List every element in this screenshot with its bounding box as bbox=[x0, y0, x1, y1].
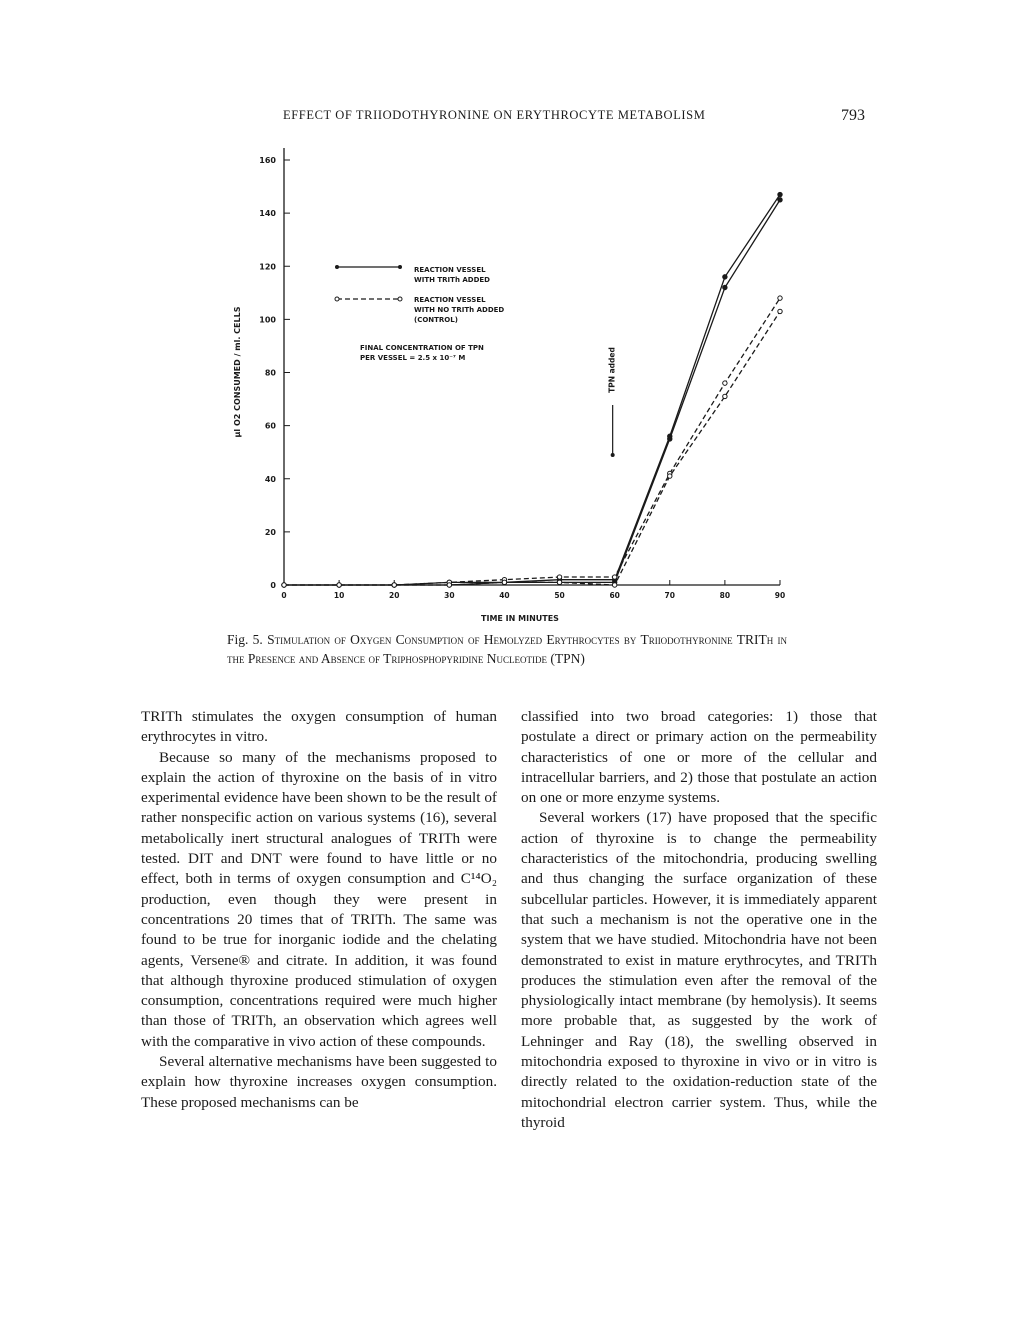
data-point bbox=[778, 198, 782, 202]
x-tick-label: 60 bbox=[609, 591, 620, 600]
chart-ticks bbox=[259, 156, 785, 600]
data-point bbox=[447, 583, 451, 587]
x-tick-label: 30 bbox=[444, 591, 455, 600]
legend-dashed-label: WITH NO TRITh ADDED bbox=[414, 306, 505, 314]
legend-dashed-marker bbox=[335, 297, 339, 301]
data-point bbox=[723, 275, 727, 279]
y-tick-label: 120 bbox=[259, 262, 276, 272]
y-tick-label: 100 bbox=[259, 315, 276, 325]
chart-series bbox=[282, 192, 782, 587]
legend-note: PER VESSEL = 2.5 x 10⁻⁷ M bbox=[360, 354, 466, 362]
body-right-column bbox=[521, 707, 877, 1133]
running-head: EFFECT OF TRIIODOTHYRONINE ON ERYTHROCYTE METABOLISM bbox=[283, 108, 706, 122]
page-number: 793 bbox=[841, 107, 865, 124]
data-point bbox=[778, 296, 782, 300]
x-tick-label: 20 bbox=[389, 591, 400, 600]
paragraph: TRITh stimulates the oxygen consumption of human erythrocytes in vitro. bbox=[141, 708, 497, 746]
x-tick-label: 80 bbox=[719, 591, 731, 600]
y-tick-label: 60 bbox=[264, 421, 276, 431]
paragraph: Several workers (17) have proposed that the specific action of thyroxine is to change the permeability characteristics of the mitochondria, producing swelling and thus changing the surface organization of these subcellular particles. However, it is immediately apparent that such a mechanism is not the operative one in the system that we have studied. Mitochondria have not been demonstrated to exist in mature erythrocytes, and TRITh produces the stimulation even after the removal of the physiologically intact membrane (by hemolysis). It seems more probable that, as suggested by the work of Lehninger and Ray (18), the swelling observed in mitochondria exposed to thyroxine in vivo or in vitro is directly related to the oxidation-reduction state of the mitochondrial electron carrier system. Thus, while the thyroid bbox=[521, 809, 877, 1131]
figure-caption bbox=[227, 631, 787, 668]
legend-solid-label: WITH TRITh ADDED bbox=[414, 276, 490, 284]
data-point bbox=[557, 575, 561, 579]
x-tick-label: 70 bbox=[664, 591, 675, 600]
series-line-4 bbox=[284, 311, 780, 585]
figure-caption-label: Fig. 5. bbox=[227, 632, 263, 647]
body-left-column bbox=[141, 707, 497, 1113]
legend-dashed-label: (CONTROL) bbox=[414, 316, 458, 324]
data-point bbox=[723, 381, 727, 385]
data-point bbox=[778, 309, 782, 313]
series-line-1 bbox=[284, 195, 780, 585]
data-point bbox=[778, 192, 782, 196]
x-tick-label: 40 bbox=[499, 591, 510, 600]
data-point bbox=[668, 474, 672, 478]
data-point bbox=[337, 583, 341, 587]
y-tick-label: 140 bbox=[259, 209, 276, 219]
y-axis-label: µl O2 CONSUMED / ml. CELLS bbox=[233, 306, 242, 438]
legend-solid-label: REACTION VESSEL bbox=[414, 266, 486, 274]
y-tick-label: 80 bbox=[264, 368, 276, 378]
y-tick-label: 0 bbox=[270, 581, 276, 590]
data-point bbox=[392, 583, 396, 587]
data-point bbox=[502, 580, 506, 584]
legend-dashed-label: REACTION VESSEL bbox=[414, 296, 486, 304]
data-point bbox=[723, 285, 727, 289]
x-tick-label: 10 bbox=[333, 591, 345, 600]
data-point bbox=[557, 580, 561, 584]
legend-note: FINAL CONCENTRATION OF TPN bbox=[360, 344, 484, 352]
x-tick-label: 90 bbox=[774, 591, 786, 600]
chart-axes bbox=[284, 148, 780, 585]
paragraph: Because so many of the mechanisms proposed to explain the action of thyroxine on the basis of in vitro experimental evidence have been shown to be the result of rather nonspecific action on various systems (16), several metabolically inert structural analogues of TRITh were tested. DIT and DNT were found to have little or no effect, both in terms of oxygen consumption and C¹⁴O₂ production, even though they were present in concentrations 20 times that of TRITh. The same was found to be true for inorganic iodide and the chelating agents, Versene® and citrate. In addition, it was found that although thyroxine produced stimulation of oxygen consumption, concentrations required were much higher than those of TRITh, an observation which agrees well with the comparative in vivo action of these compounds. bbox=[141, 748, 497, 1050]
figure-caption-text: Stimulation of Oxygen Consumption of Hemolyzed Erythrocytes by Triiodothyronine TRITh in the Presence and Absence of Triphosphopyridine Nucleotide (TPN) bbox=[227, 632, 787, 666]
y-tick-label: 20 bbox=[264, 527, 276, 537]
tpn-marker-dot bbox=[611, 453, 615, 457]
legend-solid-marker bbox=[335, 265, 339, 269]
data-point bbox=[282, 583, 286, 587]
data-point bbox=[612, 583, 616, 587]
chart-legend bbox=[335, 265, 504, 362]
legend-dashed-marker bbox=[398, 297, 402, 301]
paragraph: Several alternative mechanisms have been suggested to explain how thyroxine increases oxygen consumption. These proposed mechanisms can be bbox=[141, 1053, 497, 1111]
y-tick-label: 40 bbox=[264, 474, 276, 484]
data-point bbox=[723, 394, 727, 398]
legend-solid-marker bbox=[398, 265, 402, 269]
x-axis-label: TIME IN MINUTES bbox=[481, 614, 559, 623]
y-tick-label: 160 bbox=[259, 156, 276, 165]
series-line-2 bbox=[284, 200, 780, 585]
x-tick-label: 50 bbox=[554, 591, 565, 600]
figure-5-chart bbox=[0, 0, 1020, 630]
paragraph: classified into two broad categories: 1) those that postulate a direct or primary action on the permeability characteristics of one or more of the cellular and intracellular barriers, and 2) those that postulate an action on one or more enzyme systems. bbox=[521, 708, 877, 807]
data-point bbox=[612, 575, 616, 579]
x-tick-label: 0 bbox=[281, 591, 287, 600]
data-point bbox=[668, 437, 672, 441]
tpn-added-annotation: TPN added bbox=[607, 347, 617, 393]
